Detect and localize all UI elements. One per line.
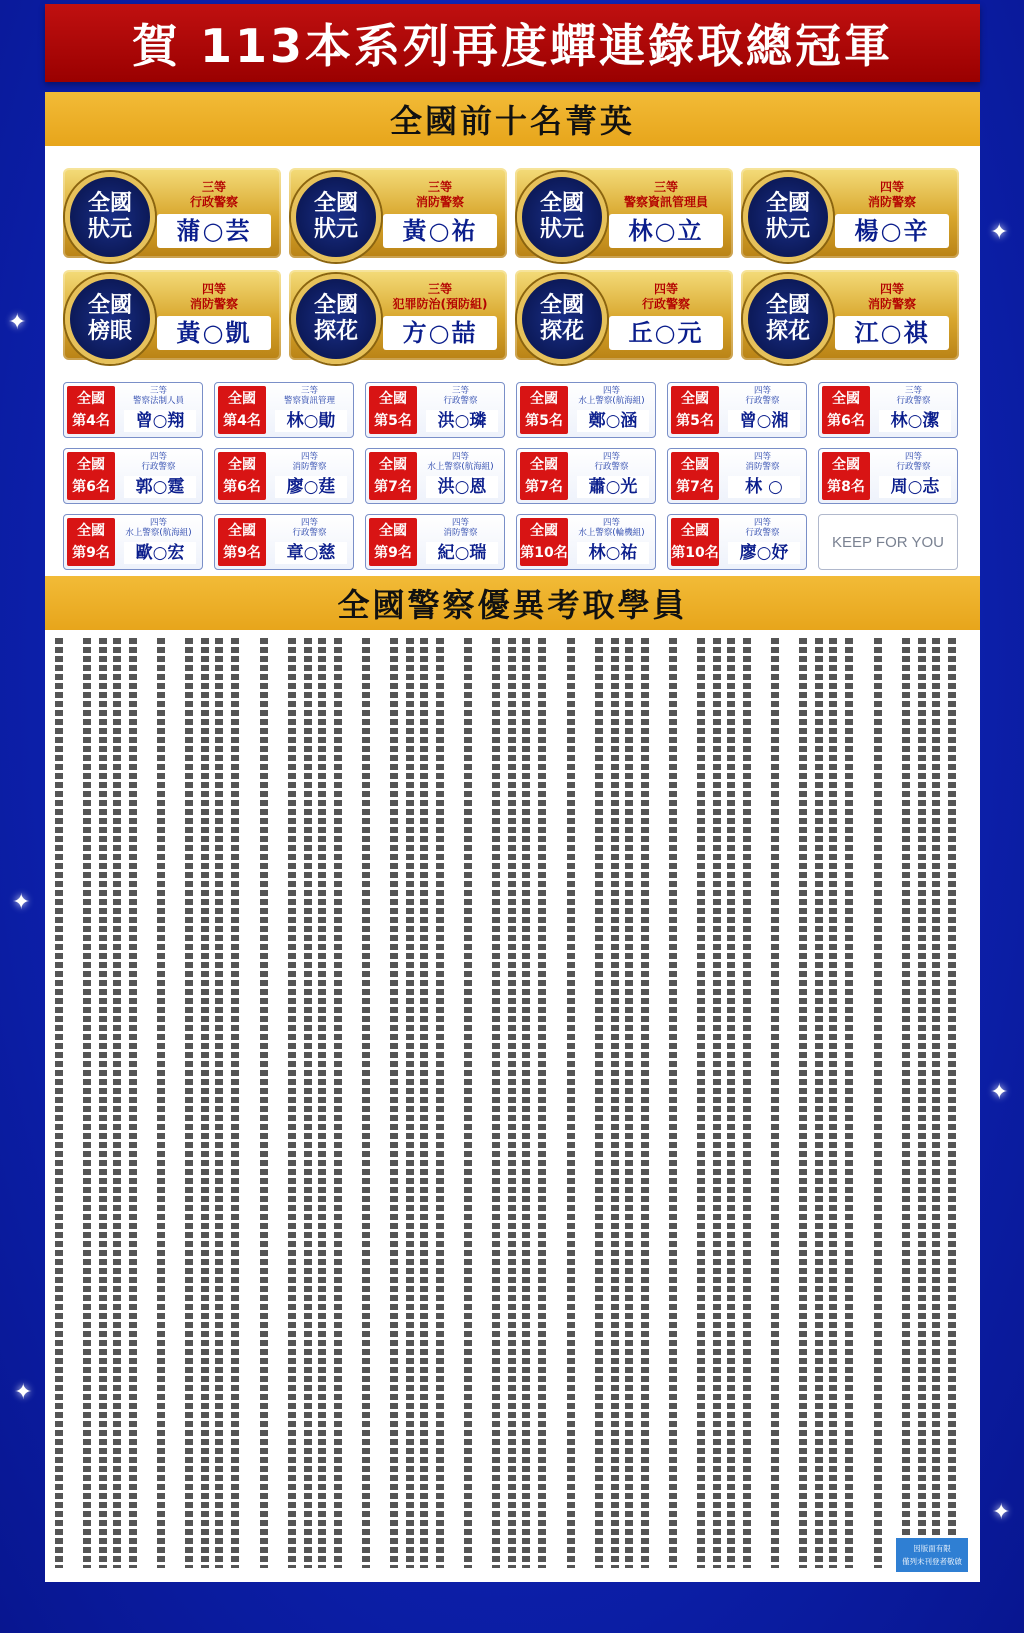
rank-card (516, 514, 656, 570)
rank-category: 四等 行政警察 (292, 518, 327, 538)
rank-badge (218, 518, 266, 566)
medal-badge-icon (517, 274, 607, 364)
name-strip (697, 638, 705, 1568)
rank-category: 四等 行政警察 (896, 452, 931, 472)
rank-category: 四等 行政警察 (745, 386, 780, 406)
sparkle-icon: ✦ (8, 310, 27, 335)
rank-card (63, 514, 203, 570)
name-strip (815, 638, 823, 1568)
rank-text: 第4名 (72, 413, 110, 429)
rank-card (365, 382, 505, 438)
honor-name: 丘○元 (609, 316, 723, 350)
rank-category: 四等 行政警察 (141, 452, 176, 472)
name-strip (595, 638, 603, 1568)
rank-category: 四等 水上警察(航海組) (427, 452, 494, 472)
rank-category: 四等 水上警察(航海組) (578, 386, 645, 406)
rank-badge (822, 452, 870, 500)
top-honors-grid (63, 168, 973, 360)
rank-badge (520, 386, 568, 434)
rank-card (214, 514, 354, 570)
rank-name: 林 ○ (728, 476, 800, 498)
honor-card (515, 168, 733, 258)
sparkle-icon: ✦ (14, 1380, 33, 1405)
name-strip (288, 638, 296, 1568)
rank-category: 四等 行政警察 (594, 452, 629, 472)
rank-top-text: 全國 (530, 523, 558, 539)
name-strip (874, 638, 882, 1568)
rank-top-text: 全國 (77, 523, 105, 539)
rank-text: 第7名 (374, 479, 412, 495)
rank-badge (67, 386, 115, 434)
content-panel (45, 92, 980, 1582)
rank-text: 第4名 (223, 413, 261, 429)
rank-text: 第10名 (520, 545, 568, 561)
badge-title-text: 狀元 (765, 217, 810, 242)
rank-top-text: 全國 (379, 457, 407, 473)
honor-category: 四等 消防警察 (867, 180, 916, 209)
rank-text: 第6名 (72, 479, 110, 495)
name-strip (99, 638, 107, 1568)
rank-category: 三等 行政警察 (443, 386, 478, 406)
rank-top-text: 全國 (228, 523, 256, 539)
honor-category: 四等 消防警察 (189, 282, 238, 311)
honor-category: 三等 犯罪防治(預防組) (392, 282, 488, 311)
name-strip (641, 638, 649, 1568)
name-strip (304, 638, 312, 1568)
name-strip (157, 638, 165, 1568)
sparkle-icon: ✦ (990, 220, 1009, 245)
rank-card (214, 448, 354, 504)
rank-text: 第5名 (525, 413, 563, 429)
badge-title-text: 探花 (765, 319, 810, 344)
rank-top-text: 全國 (530, 457, 558, 473)
rank-card (365, 448, 505, 504)
rank-category: 三等 警察法制人員 (132, 386, 184, 406)
honor-name: 黃○凱 (157, 316, 271, 350)
rank-badge (822, 386, 870, 434)
rank-badge (67, 452, 115, 500)
list-column (362, 638, 458, 1568)
rank-name: 廖○莛 (275, 476, 347, 498)
name-strip (902, 638, 910, 1568)
honor-card (289, 168, 507, 258)
rank-text: 第6名 (223, 479, 261, 495)
rank-top-text: 全國 (530, 391, 558, 407)
medal-badge-icon (743, 274, 833, 364)
honor-name: 方○喆 (383, 316, 497, 350)
rank-name: 歐○宏 (124, 542, 196, 564)
rank-card (818, 448, 958, 504)
rank-name: 章○慈 (275, 542, 347, 564)
rank-name: 洪○恩 (426, 476, 498, 498)
rank-card (667, 448, 807, 504)
rank-name: 鄭○涵 (577, 410, 649, 432)
rank-name: 周○志 (879, 476, 951, 498)
list-column (55, 638, 151, 1568)
name-strip (845, 638, 853, 1568)
rank-text: 第9名 (374, 545, 412, 561)
name-strip (318, 638, 326, 1568)
rank-name: 林○勛 (275, 410, 347, 432)
rank-name: 曾○湘 (728, 410, 800, 432)
rank-top-text: 全國 (77, 457, 105, 473)
badge-title-text: 探花 (313, 319, 358, 344)
rank-card (818, 382, 958, 438)
rank-category: 四等 消防警察 (443, 518, 478, 538)
name-strip (829, 638, 837, 1568)
name-strip (260, 638, 268, 1568)
rank-name: 紀○瑞 (426, 542, 498, 564)
rank-badge (520, 452, 568, 500)
badge-top-text: 全國 (765, 191, 810, 216)
rank-top-text: 全國 (77, 391, 105, 407)
honor-category: 三等 警察資訊管理員 (623, 180, 708, 209)
list-column (464, 638, 560, 1568)
rank-top-text: 全國 (681, 523, 709, 539)
badge-title-text: 狀元 (313, 217, 358, 242)
honor-card (289, 270, 507, 360)
name-strip (231, 638, 239, 1568)
rank-text: 第9名 (223, 545, 261, 561)
rank-category: 三等 行政警察 (896, 386, 931, 406)
rank-badge (369, 386, 417, 434)
name-strip (201, 638, 209, 1568)
rank-text: 第5名 (374, 413, 412, 429)
rank-badge (671, 386, 719, 434)
name-strip (215, 638, 223, 1568)
honor-card (741, 168, 959, 258)
rank-top-text: 全國 (681, 391, 709, 407)
badge-title-text: 狀元 (87, 217, 132, 242)
list-column (260, 638, 356, 1568)
rank-text: 第7名 (525, 479, 563, 495)
honor-name: 江○祺 (835, 316, 949, 350)
badge-top-text: 全國 (539, 191, 584, 216)
rank-category: 四等 行政警察 (745, 518, 780, 538)
badge-top-text: 全國 (765, 293, 810, 318)
rank-text: 第7名 (676, 479, 714, 495)
name-strip (55, 638, 63, 1568)
honor-category: 四等 行政警察 (641, 282, 690, 311)
list-column (567, 638, 663, 1568)
rank-top-text: 全國 (228, 457, 256, 473)
name-strip (464, 638, 472, 1568)
medal-badge-icon (517, 172, 607, 262)
honor-name: 黃○祐 (383, 214, 497, 248)
rank-top-text: 全國 (228, 391, 256, 407)
rank-card (516, 382, 656, 438)
honor-name: 蒲○芸 (157, 214, 271, 248)
name-strip (129, 638, 137, 1568)
name-strip (406, 638, 414, 1568)
rank-card (667, 382, 807, 438)
honor-category: 三等 行政警察 (189, 180, 238, 209)
rank-badge (218, 386, 266, 434)
rank-card (63, 448, 203, 504)
rank-top-text: 全國 (379, 523, 407, 539)
rank-name: 林○潔 (879, 410, 951, 432)
name-strip (420, 638, 428, 1568)
notice-line-1: 因版面有限 (913, 1544, 951, 1553)
list-column (669, 638, 765, 1568)
honor-card (741, 270, 959, 360)
name-strip (567, 638, 575, 1568)
badge-top-text: 全國 (313, 191, 358, 216)
rank-card (214, 382, 354, 438)
rank-top-text: 全國 (681, 457, 709, 473)
student-list (55, 638, 970, 1568)
name-strip (669, 638, 677, 1568)
rank-text: 第8名 (827, 479, 865, 495)
honor-category: 四等 消防警察 (867, 282, 916, 311)
sparkle-icon: ✦ (12, 890, 31, 915)
name-strip (185, 638, 193, 1568)
badge-top-text: 全國 (539, 293, 584, 318)
rank-text: 第9名 (72, 545, 110, 561)
rank-name: 林○祐 (577, 542, 649, 564)
rank-badge (218, 452, 266, 500)
rank-name: 曾○翔 (124, 410, 196, 432)
badge-title-text: 探花 (539, 319, 584, 344)
name-strip (625, 638, 633, 1568)
notice-badge (896, 1538, 968, 1572)
badge-top-text: 全國 (87, 293, 132, 318)
name-strip (538, 638, 546, 1568)
name-strip (743, 638, 751, 1568)
rank-name: 廖○妤 (728, 542, 800, 564)
list-column (874, 638, 970, 1568)
name-strip (436, 638, 444, 1568)
rank-name: 洪○璘 (426, 410, 498, 432)
badge-title-text: 狀元 (539, 217, 584, 242)
section-title-top-ten: 全國前十名菁英 (45, 92, 980, 146)
rank-category: 四等 消防警察 (292, 452, 327, 472)
sparkle-icon: ✦ (992, 1500, 1011, 1525)
rank-badge (369, 452, 417, 500)
rank-text: 第10名 (671, 545, 719, 561)
medal-badge-icon (743, 172, 833, 262)
medal-badge-icon (65, 172, 155, 262)
rank-card (365, 514, 505, 570)
honor-category: 三等 消防警察 (415, 180, 464, 209)
ranked-grid (63, 382, 973, 570)
rank-card (63, 382, 203, 438)
honor-card (63, 168, 281, 258)
rank-badge (67, 518, 115, 566)
name-strip (83, 638, 91, 1568)
rank-category: 三等 警察資訊管理 (283, 386, 335, 406)
rank-category: 四等 水上警察(航海組) (125, 518, 192, 538)
name-strip (932, 638, 940, 1568)
name-strip (799, 638, 807, 1568)
rank-badge (671, 518, 719, 566)
section-title-list: 全國警察優異考取學員 (45, 576, 980, 630)
honor-name: 林○立 (609, 214, 723, 248)
name-strip (508, 638, 516, 1568)
badge-title-text: 榜眼 (87, 319, 132, 344)
medal-badge-icon (65, 274, 155, 364)
sparkle-icon: ✦ (990, 1080, 1009, 1105)
notice-line-2: 僅列未刊登者敬啟 (902, 1557, 962, 1566)
list-column (157, 638, 253, 1568)
honor-name: 楊○辛 (835, 214, 949, 248)
rank-top-text: 全國 (832, 457, 860, 473)
rank-name: 蕭○光 (577, 476, 649, 498)
rank-top-text: 全國 (832, 391, 860, 407)
name-strip (611, 638, 619, 1568)
name-strip (362, 638, 370, 1568)
honor-card (63, 270, 281, 360)
rank-category: 四等 消防警察 (745, 452, 780, 472)
rank-card (667, 514, 807, 570)
name-strip (390, 638, 398, 1568)
name-strip (522, 638, 530, 1568)
honor-card (515, 270, 733, 360)
rank-badge (369, 518, 417, 566)
medal-badge-icon (291, 172, 381, 262)
name-strip (492, 638, 500, 1568)
rank-text: 第5名 (676, 413, 714, 429)
keep-for-you-slot: KEEP FOR YOU (818, 514, 958, 570)
rank-card (516, 448, 656, 504)
name-strip (334, 638, 342, 1568)
badge-top-text: 全國 (313, 293, 358, 318)
rank-category: 四等 水上警察(輪機組) (578, 518, 645, 538)
name-strip (713, 638, 721, 1568)
rank-badge (671, 452, 719, 500)
list-column (771, 638, 867, 1568)
name-strip (948, 638, 956, 1568)
medal-badge-icon (291, 274, 381, 364)
name-strip (918, 638, 926, 1568)
page-title: 賀 113本系列再度蟬連錄取總冠軍 (45, 4, 980, 82)
rank-name: 郭○霆 (124, 476, 196, 498)
rank-text: 第6名 (827, 413, 865, 429)
rank-top-text: 全國 (379, 391, 407, 407)
name-strip (113, 638, 121, 1568)
badge-top-text: 全國 (87, 191, 132, 216)
rank-badge (520, 518, 568, 566)
name-strip (727, 638, 735, 1568)
name-strip (771, 638, 779, 1568)
